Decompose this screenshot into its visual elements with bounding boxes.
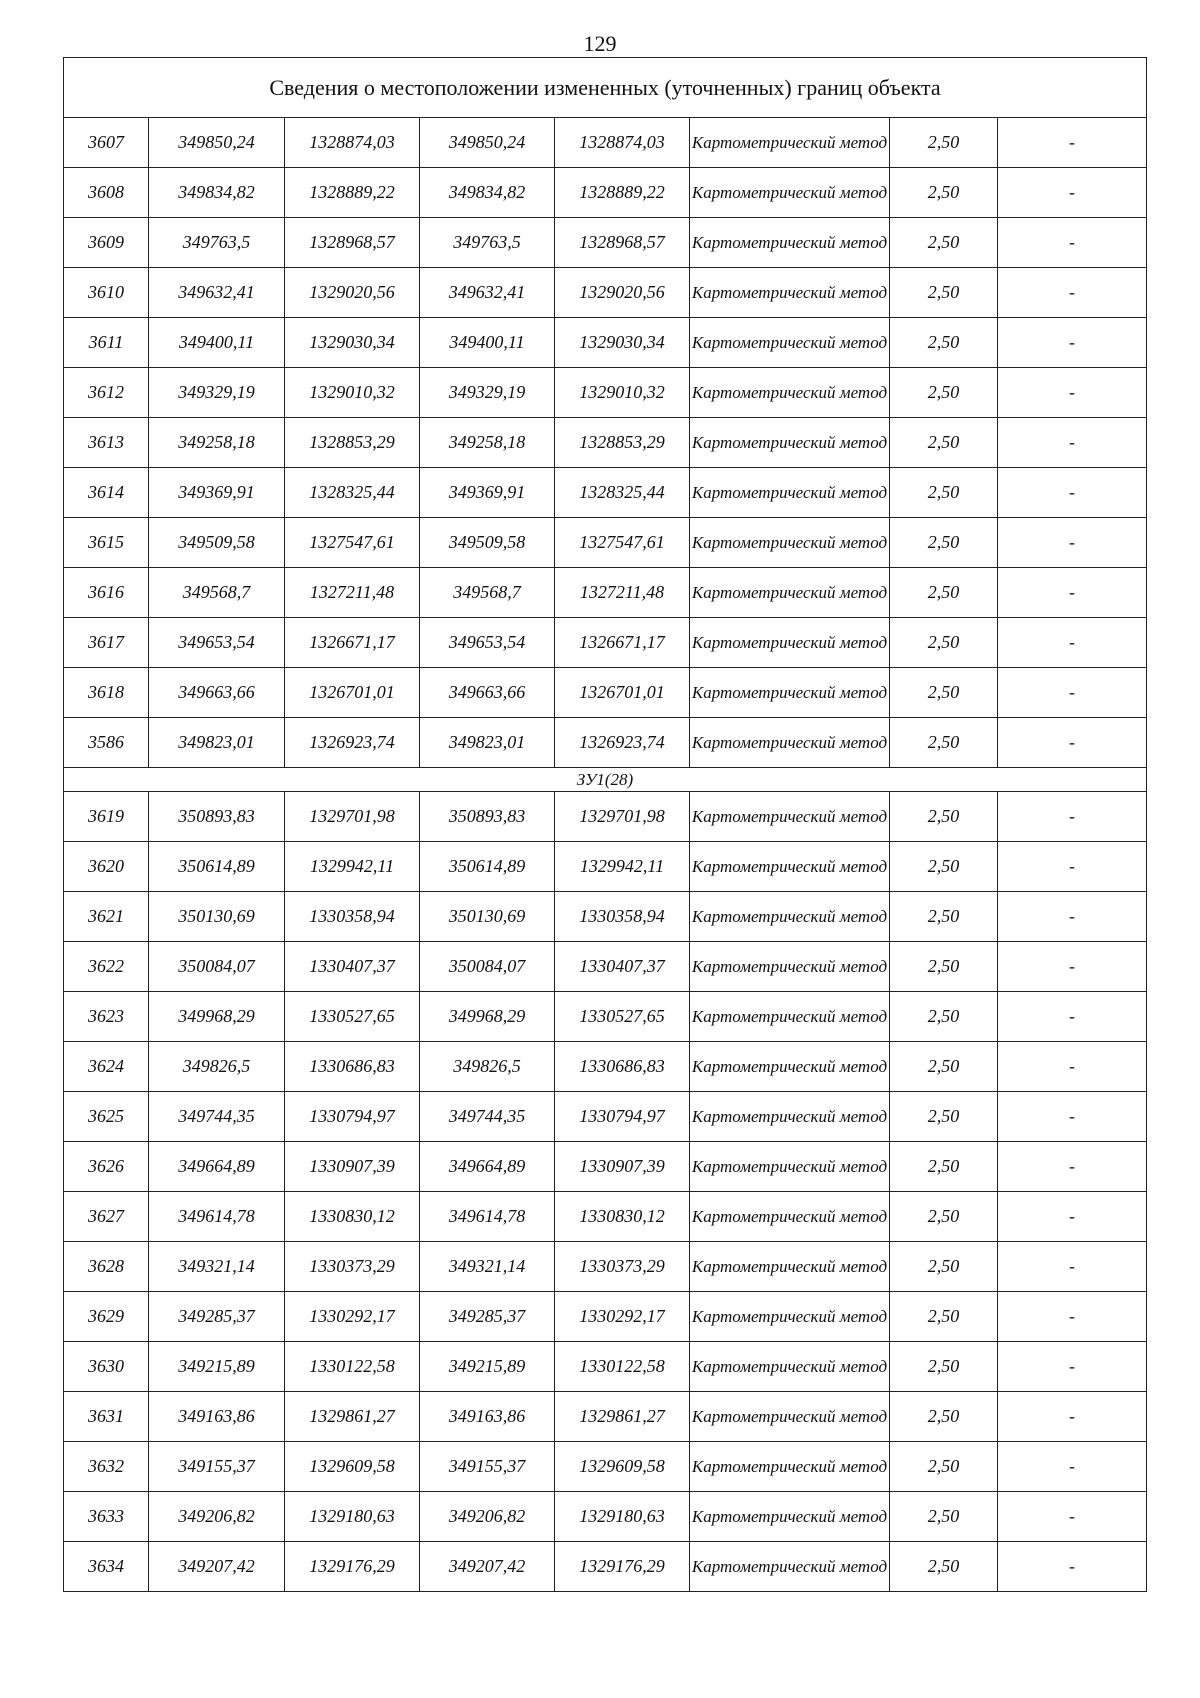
table-row [64, 568, 1147, 618]
table-row [64, 518, 1147, 568]
accuracy-cell: 2,50 [890, 1342, 998, 1392]
point-number-cell: 3634 [64, 1542, 149, 1592]
refined-x-cell: 349834,82 [420, 168, 555, 218]
method-cell: Картометрический метод [690, 518, 890, 568]
refined-x-cell: 349614,78 [420, 1192, 555, 1242]
refined-y-cell: 1328889,22 [555, 168, 690, 218]
existing-x-cell: 350084,07 [149, 942, 285, 992]
table-row [64, 218, 1147, 268]
refined-y-cell: 1328325,44 [555, 468, 690, 518]
existing-y-cell: 1330292,17 [285, 1292, 420, 1342]
refined-x-cell: 349850,24 [420, 118, 555, 168]
method-cell: Картометрический метод [690, 892, 890, 942]
note-cell: - [998, 518, 1147, 568]
note-cell: - [998, 618, 1147, 668]
refined-y-cell: 1326923,74 [555, 718, 690, 768]
existing-x-cell: 350130,69 [149, 892, 285, 942]
note-cell: - [998, 1242, 1147, 1292]
refined-y-cell: 1330794,97 [555, 1092, 690, 1142]
existing-y-cell: 1330527,65 [285, 992, 420, 1042]
method-cell: Картометрический метод [690, 668, 890, 718]
existing-x-cell: 349744,35 [149, 1092, 285, 1142]
existing-x-cell: 350893,83 [149, 792, 285, 842]
note-cell: - [998, 1492, 1147, 1542]
existing-x-cell: 349321,14 [149, 1242, 285, 1292]
method-cell: Картометрический метод [690, 268, 890, 318]
refined-y-cell: 1330373,29 [555, 1242, 690, 1292]
existing-x-cell: 349206,82 [149, 1492, 285, 1542]
refined-x-cell: 349568,7 [420, 568, 555, 618]
refined-x-cell: 349823,01 [420, 718, 555, 768]
point-number-cell: 3618 [64, 668, 149, 718]
method-cell: Картометрический метод [690, 1492, 890, 1542]
table-body [64, 58, 1147, 1592]
refined-x-cell: 349663,66 [420, 668, 555, 718]
accuracy-cell: 2,50 [890, 318, 998, 368]
accuracy-cell: 2,50 [890, 892, 998, 942]
method-cell: Картометрический метод [690, 1192, 890, 1242]
refined-x-cell: 349400,11 [420, 318, 555, 368]
refined-x-cell: 349744,35 [420, 1092, 555, 1142]
existing-x-cell: 349509,58 [149, 518, 285, 568]
table-row [64, 1142, 1147, 1192]
accuracy-cell: 2,50 [890, 468, 998, 518]
refined-y-cell: 1330407,37 [555, 942, 690, 992]
accuracy-cell: 2,50 [890, 268, 998, 318]
point-number-cell: 3628 [64, 1242, 149, 1292]
refined-y-cell: 1327547,61 [555, 518, 690, 568]
method-cell: Картометрический метод [690, 942, 890, 992]
table-row [64, 892, 1147, 942]
existing-x-cell: 349258,18 [149, 418, 285, 468]
note-cell: - [998, 668, 1147, 718]
refined-y-cell: 1329030,34 [555, 318, 690, 368]
existing-y-cell: 1330358,94 [285, 892, 420, 942]
refined-y-cell: 1330122,58 [555, 1342, 690, 1392]
refined-y-cell: 1329010,32 [555, 368, 690, 418]
accuracy-cell: 2,50 [890, 368, 998, 418]
accuracy-cell: 2,50 [890, 1292, 998, 1342]
method-cell: Картометрический метод [690, 1392, 890, 1442]
method-cell: Картометрический метод [690, 568, 890, 618]
accuracy-cell: 2,50 [890, 792, 998, 842]
refined-y-cell: 1329020,56 [555, 268, 690, 318]
point-number-cell: 3624 [64, 1042, 149, 1092]
table-row [64, 268, 1147, 318]
note-cell: - [998, 792, 1147, 842]
refined-x-cell: 350130,69 [420, 892, 555, 942]
refined-x-cell: 349826,5 [420, 1042, 555, 1092]
table-row [64, 118, 1147, 168]
accuracy-cell: 2,50 [890, 1542, 998, 1592]
existing-y-cell: 1329010,32 [285, 368, 420, 418]
refined-x-cell: 349163,86 [420, 1392, 555, 1442]
existing-y-cell: 1326923,74 [285, 718, 420, 768]
table-row [64, 1042, 1147, 1092]
existing-y-cell: 1330122,58 [285, 1342, 420, 1392]
existing-y-cell: 1329180,63 [285, 1492, 420, 1542]
accuracy-cell: 2,50 [890, 718, 998, 768]
point-number-cell: 3631 [64, 1392, 149, 1442]
note-cell: - [998, 1342, 1147, 1392]
note-cell: - [998, 1292, 1147, 1342]
point-number-cell: 3622 [64, 942, 149, 992]
table-row [64, 468, 1147, 518]
existing-x-cell: 349369,91 [149, 468, 285, 518]
table-row [64, 618, 1147, 668]
note-cell: - [998, 892, 1147, 942]
method-cell: Картометрический метод [690, 468, 890, 518]
existing-y-cell: 1326671,17 [285, 618, 420, 668]
method-cell: Картометрический метод [690, 1242, 890, 1292]
method-cell: Картометрический метод [690, 318, 890, 368]
note-cell: - [998, 568, 1147, 618]
note-cell: - [998, 1142, 1147, 1192]
existing-x-cell: 349653,54 [149, 618, 285, 668]
note-cell: - [998, 168, 1147, 218]
method-cell: Картометрический метод [690, 792, 890, 842]
refined-y-cell: 1326671,17 [555, 618, 690, 668]
method-cell: Картометрический метод [690, 1442, 890, 1492]
note-cell: - [998, 842, 1147, 892]
table-row [64, 992, 1147, 1042]
method-cell: Картометрический метод [690, 1342, 890, 1392]
table-row [64, 1242, 1147, 1292]
point-number-cell: 3627 [64, 1192, 149, 1242]
table-row [64, 318, 1147, 368]
note-cell: - [998, 992, 1147, 1042]
refined-x-cell: 349664,89 [420, 1142, 555, 1192]
refined-y-cell: 1329609,58 [555, 1442, 690, 1492]
refined-y-cell: 1328853,29 [555, 418, 690, 468]
table-row [64, 1092, 1147, 1142]
refined-x-cell: 349968,29 [420, 992, 555, 1042]
refined-y-cell: 1330686,83 [555, 1042, 690, 1092]
point-number-cell: 3630 [64, 1342, 149, 1392]
point-number-cell: 3607 [64, 118, 149, 168]
point-number-cell: 3632 [64, 1442, 149, 1492]
note-cell: - [998, 268, 1147, 318]
refined-y-cell: 1328968,57 [555, 218, 690, 268]
existing-y-cell: 1329030,34 [285, 318, 420, 368]
accuracy-cell: 2,50 [890, 518, 998, 568]
refined-y-cell: 1330358,94 [555, 892, 690, 942]
refined-x-cell: 349632,41 [420, 268, 555, 318]
note-cell: - [998, 118, 1147, 168]
table-row [64, 1542, 1147, 1592]
accuracy-cell: 2,50 [890, 1092, 998, 1142]
table-row [64, 1492, 1147, 1542]
existing-y-cell: 1326701,01 [285, 668, 420, 718]
method-cell: Картометрический метод [690, 1092, 890, 1142]
note-cell: - [998, 942, 1147, 992]
point-number-cell: 3629 [64, 1292, 149, 1342]
table-row [64, 792, 1147, 842]
refined-x-cell: 349207,42 [420, 1542, 555, 1592]
method-cell: Картометрический метод [690, 842, 890, 892]
existing-x-cell: 349207,42 [149, 1542, 285, 1592]
existing-x-cell: 349823,01 [149, 718, 285, 768]
accuracy-cell: 2,50 [890, 668, 998, 718]
table-row [64, 1342, 1147, 1392]
accuracy-cell: 2,50 [890, 1142, 998, 1192]
note-cell: - [998, 1192, 1147, 1242]
accuracy-cell: 2,50 [890, 942, 998, 992]
existing-y-cell: 1329942,11 [285, 842, 420, 892]
accuracy-cell: 2,50 [890, 992, 998, 1042]
point-number-cell: 3609 [64, 218, 149, 268]
refined-x-cell: 349321,14 [420, 1242, 555, 1292]
accuracy-cell: 2,50 [890, 618, 998, 668]
existing-y-cell: 1327211,48 [285, 568, 420, 618]
existing-y-cell: 1330373,29 [285, 1242, 420, 1292]
refined-x-cell: 349206,82 [420, 1492, 555, 1542]
point-number-cell: 3620 [64, 842, 149, 892]
point-number-cell: 3633 [64, 1492, 149, 1542]
method-cell: Картометрический метод [690, 118, 890, 168]
table-row [64, 1392, 1147, 1442]
existing-x-cell: 349215,89 [149, 1342, 285, 1392]
existing-x-cell: 349329,19 [149, 368, 285, 418]
point-number-cell: 3608 [64, 168, 149, 218]
refined-x-cell: 349329,19 [420, 368, 555, 418]
refined-y-cell: 1329942,11 [555, 842, 690, 892]
accuracy-cell: 2,50 [890, 1492, 998, 1542]
existing-x-cell: 349850,24 [149, 118, 285, 168]
point-number-cell: 3610 [64, 268, 149, 318]
accuracy-cell: 2,50 [890, 842, 998, 892]
note-cell: - [998, 1092, 1147, 1142]
existing-x-cell: 349163,86 [149, 1392, 285, 1442]
refined-x-cell: 349653,54 [420, 618, 555, 668]
table-row [64, 842, 1147, 892]
refined-y-cell: 1330830,12 [555, 1192, 690, 1242]
refined-y-cell: 1329861,27 [555, 1392, 690, 1442]
table-row [64, 942, 1147, 992]
accuracy-cell: 2,50 [890, 1442, 998, 1492]
refined-x-cell: 349285,37 [420, 1292, 555, 1342]
point-number-cell: 3614 [64, 468, 149, 518]
point-number-cell: 3625 [64, 1092, 149, 1142]
refined-x-cell: 350614,89 [420, 842, 555, 892]
point-number-cell: 3611 [64, 318, 149, 368]
table-row [64, 1192, 1147, 1242]
accuracy-cell: 2,50 [890, 218, 998, 268]
existing-x-cell: 349664,89 [149, 1142, 285, 1192]
existing-y-cell: 1330407,37 [285, 942, 420, 992]
refined-x-cell: 349509,58 [420, 518, 555, 568]
point-number-cell: 3626 [64, 1142, 149, 1192]
table-title-row [64, 58, 1147, 118]
accuracy-cell: 2,50 [890, 118, 998, 168]
table-title: Сведения о местоположении измененных (уточненных) границ объекта [64, 58, 1147, 118]
existing-y-cell: 1328874,03 [285, 118, 420, 168]
method-cell: Картометрический метод [690, 418, 890, 468]
existing-y-cell: 1330907,39 [285, 1142, 420, 1192]
note-cell: - [998, 218, 1147, 268]
coordinates-table [63, 57, 1147, 1592]
table-row [64, 168, 1147, 218]
note-cell: - [998, 468, 1147, 518]
accuracy-cell: 2,50 [890, 168, 998, 218]
method-cell: Картометрический метод [690, 1042, 890, 1092]
point-number-cell: 3586 [64, 718, 149, 768]
refined-y-cell: 1327211,48 [555, 568, 690, 618]
accuracy-cell: 2,50 [890, 1392, 998, 1442]
refined-x-cell: 349215,89 [420, 1342, 555, 1392]
existing-x-cell: 349763,5 [149, 218, 285, 268]
point-number-cell: 3615 [64, 518, 149, 568]
note-cell: - [998, 368, 1147, 418]
section-row [64, 768, 1147, 792]
page-number: 129 [583, 31, 617, 56]
method-cell: Картометрический метод [690, 1542, 890, 1592]
existing-y-cell: 1327547,61 [285, 518, 420, 568]
table-row [64, 368, 1147, 418]
point-number-cell: 3621 [64, 892, 149, 942]
note-cell: - [998, 1442, 1147, 1492]
refined-x-cell: 350084,07 [420, 942, 555, 992]
method-cell: Картометрический метод [690, 1292, 890, 1342]
method-cell: Картометрический метод [690, 168, 890, 218]
table-row [64, 718, 1147, 768]
method-cell: Картометрический метод [690, 218, 890, 268]
existing-x-cell: 349968,29 [149, 992, 285, 1042]
method-cell: Картометрический метод [690, 368, 890, 418]
accuracy-cell: 2,50 [890, 1192, 998, 1242]
accuracy-cell: 2,50 [890, 1042, 998, 1092]
note-cell: - [998, 1392, 1147, 1442]
refined-y-cell: 1330292,17 [555, 1292, 690, 1342]
table-row [64, 418, 1147, 468]
accuracy-cell: 2,50 [890, 418, 998, 468]
existing-x-cell: 349834,82 [149, 168, 285, 218]
table-row [64, 1442, 1147, 1492]
existing-x-cell: 349663,66 [149, 668, 285, 718]
refined-y-cell: 1330907,39 [555, 1142, 690, 1192]
note-cell: - [998, 418, 1147, 468]
refined-x-cell: 350893,83 [420, 792, 555, 842]
refined-x-cell: 349258,18 [420, 418, 555, 468]
existing-y-cell: 1330830,12 [285, 1192, 420, 1242]
method-cell: Картометрический метод [690, 618, 890, 668]
existing-x-cell: 349568,7 [149, 568, 285, 618]
refined-y-cell: 1329176,29 [555, 1542, 690, 1592]
refined-x-cell: 349155,37 [420, 1442, 555, 1492]
refined-y-cell: 1326701,01 [555, 668, 690, 718]
note-cell: - [998, 718, 1147, 768]
existing-x-cell: 349285,37 [149, 1292, 285, 1342]
note-cell: - [998, 1542, 1147, 1592]
existing-y-cell: 1328968,57 [285, 218, 420, 268]
existing-x-cell: 349400,11 [149, 318, 285, 368]
existing-y-cell: 1329609,58 [285, 1442, 420, 1492]
refined-x-cell: 349369,91 [420, 468, 555, 518]
note-cell: - [998, 318, 1147, 368]
existing-x-cell: 349614,78 [149, 1192, 285, 1242]
existing-y-cell: 1328853,29 [285, 418, 420, 468]
accuracy-cell: 2,50 [890, 1242, 998, 1292]
existing-y-cell: 1329701,98 [285, 792, 420, 842]
method-cell: Картометрический метод [690, 1142, 890, 1192]
point-number-cell: 3619 [64, 792, 149, 842]
refined-y-cell: 1330527,65 [555, 992, 690, 1042]
refined-x-cell: 349763,5 [420, 218, 555, 268]
table-row [64, 668, 1147, 718]
point-number-cell: 3613 [64, 418, 149, 468]
point-number-cell: 3612 [64, 368, 149, 418]
table-row [64, 1292, 1147, 1342]
note-cell: - [998, 1042, 1147, 1092]
existing-x-cell: 350614,89 [149, 842, 285, 892]
point-number-cell: 3616 [64, 568, 149, 618]
existing-y-cell: 1329020,56 [285, 268, 420, 318]
method-cell: Картометрический метод [690, 992, 890, 1042]
refined-y-cell: 1328874,03 [555, 118, 690, 168]
refined-y-cell: 1329180,63 [555, 1492, 690, 1542]
existing-y-cell: 1329861,27 [285, 1392, 420, 1442]
refined-y-cell: 1329701,98 [555, 792, 690, 842]
section-label: ЗУ1(28) [64, 768, 1147, 792]
existing-y-cell: 1328325,44 [285, 468, 420, 518]
existing-y-cell: 1329176,29 [285, 1542, 420, 1592]
accuracy-cell: 2,50 [890, 568, 998, 618]
existing-x-cell: 349155,37 [149, 1442, 285, 1492]
point-number-cell: 3617 [64, 618, 149, 668]
method-cell: Картометрический метод [690, 718, 890, 768]
existing-y-cell: 1330686,83 [285, 1042, 420, 1092]
existing-y-cell: 1330794,97 [285, 1092, 420, 1142]
existing-x-cell: 349632,41 [149, 268, 285, 318]
existing-x-cell: 349826,5 [149, 1042, 285, 1092]
point-number-cell: 3623 [64, 992, 149, 1042]
existing-y-cell: 1328889,22 [285, 168, 420, 218]
